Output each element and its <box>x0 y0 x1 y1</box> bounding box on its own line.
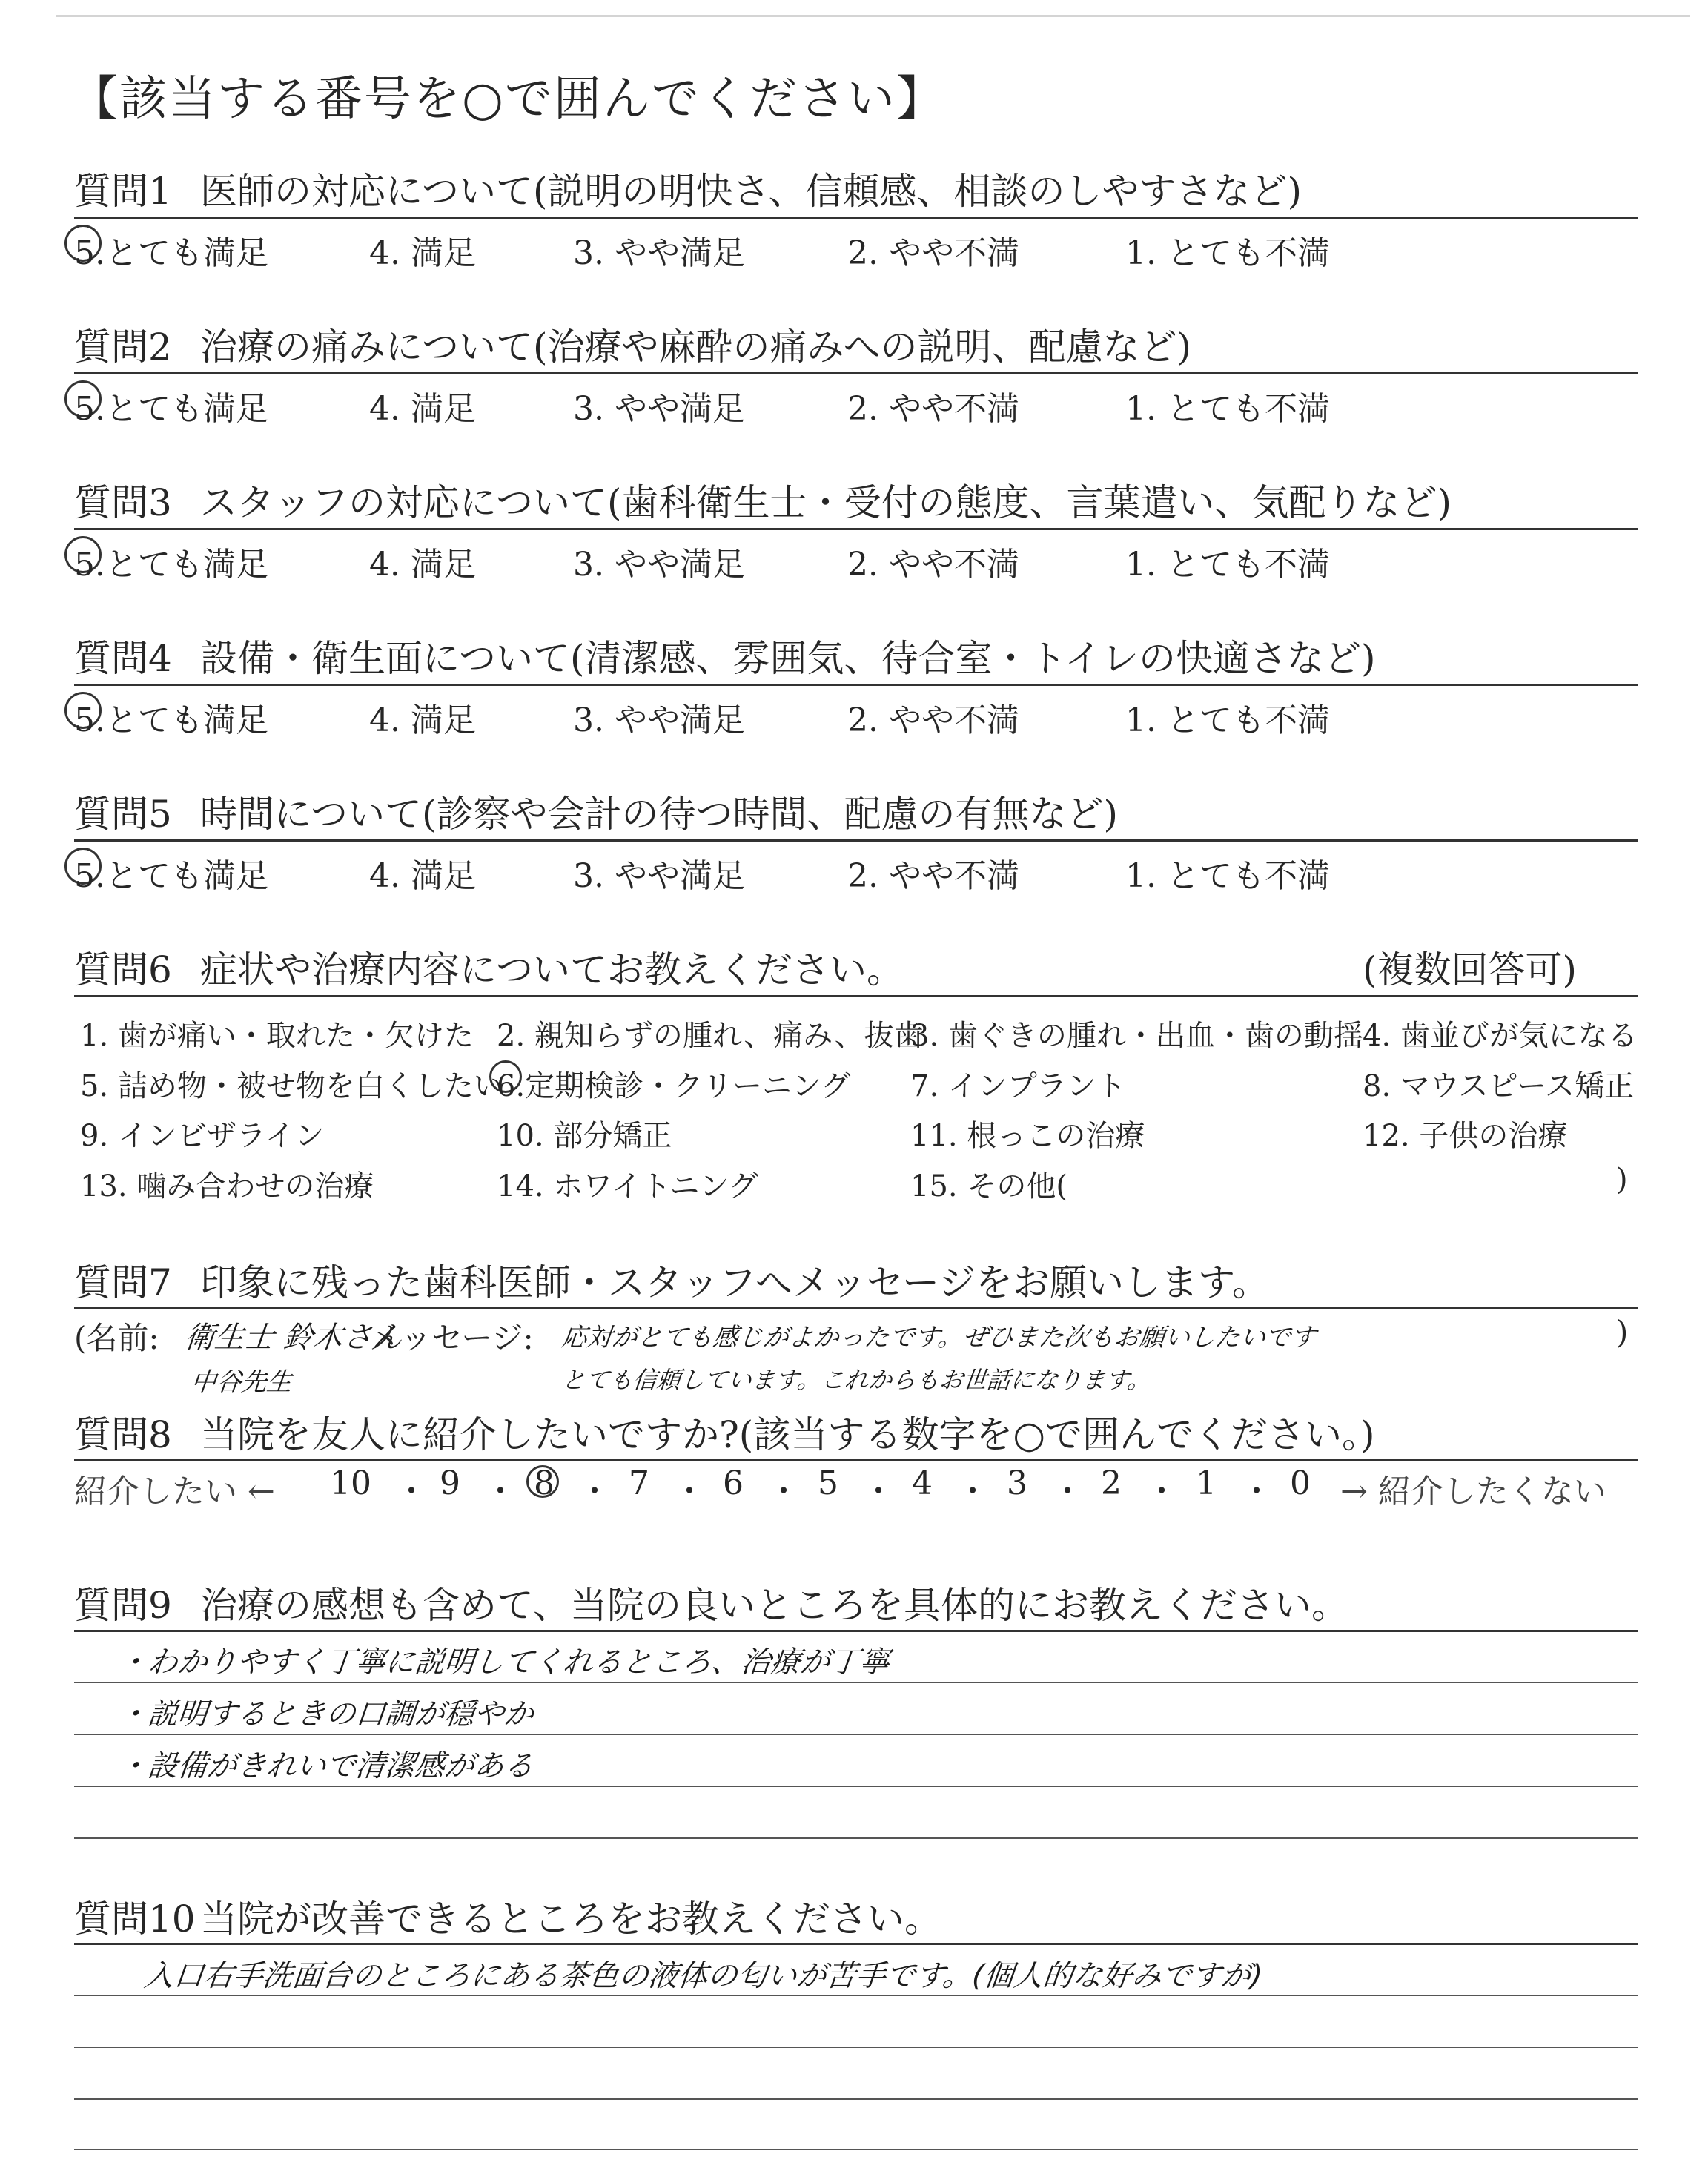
q6-option-2[interactable]: 2. 親知らずの腫れ、痛み、抜歯 <box>497 1019 924 1053</box>
question-number: 質問2 <box>74 326 172 369</box>
answer-line <box>74 1786 1638 1787</box>
answer-line <box>74 1734 1638 1735</box>
handwritten-message-1[interactable]: 応対がとても感じがよかったです。ぜひまた次もお願いしたいです <box>560 1323 1318 1353</box>
handwritten-name-1[interactable]: 衛生士 鈴木さん <box>183 1321 404 1355</box>
option-1[interactable]: 1. とても不満 <box>1125 546 1330 584</box>
scale-7[interactable]: 7 <box>629 1464 649 1502</box>
scale-sep: ・ <box>1240 1473 1273 1510</box>
question-10-rule <box>74 1943 1638 1945</box>
question-number: 質問6 <box>74 948 172 991</box>
scale-1[interactable]: 1 <box>1196 1464 1217 1502</box>
question-number: 質問10 <box>74 1898 196 1941</box>
option-1[interactable]: 1. とても不満 <box>1125 857 1330 895</box>
answer-line <box>74 1995 1638 1996</box>
question-text: 当院を友人に紹介したいですか?(該当する数字を○で囲んでください。) <box>200 1413 1375 1456</box>
recommend-left-label: 紹介したい ← <box>74 1473 275 1510</box>
q6-option-6[interactable]: 6.定期検診・クリーニング <box>497 1069 851 1103</box>
multiple-answers-note: (複数回答可) <box>1363 948 1578 991</box>
option-5[interactable]: 5.とても満足 <box>74 390 268 428</box>
question-text: 症状や治療内容についてお教えください。 <box>200 948 904 991</box>
question-2-rule <box>74 372 1638 374</box>
option-2[interactable]: 2. やや不満 <box>847 701 1019 739</box>
question-1 <box>74 162 1302 215</box>
question-number: 質問1 <box>74 170 172 213</box>
option-2[interactable]: 2. やや不満 <box>847 234 1019 272</box>
question-10 <box>74 1889 941 1943</box>
option-1[interactable]: 1. とても不満 <box>1125 234 1330 272</box>
question-7 <box>74 1253 1269 1307</box>
question-number: 質問3 <box>74 481 172 524</box>
q6-option-14[interactable]: 14. ホワイトニング <box>497 1169 758 1203</box>
question-3-rule <box>74 528 1638 530</box>
handwritten-name-2[interactable]: 中谷先生 <box>189 1367 294 1397</box>
scale-6[interactable]: 6 <box>723 1464 744 1502</box>
question-4-rule <box>74 684 1638 686</box>
option-1[interactable]: 1. とても不満 <box>1125 390 1330 428</box>
question-8 <box>74 1405 1374 1459</box>
question-9-rule <box>74 1630 1638 1632</box>
q6-option-13[interactable]: 13. 噛み合わせの治療 <box>80 1169 374 1203</box>
option-2[interactable]: 2. やや不満 <box>847 546 1019 584</box>
question-text: 印象に残った歯科医師・スタッフへメッセージをお願いします。 <box>200 1261 1269 1304</box>
question-1-rule <box>74 217 1638 219</box>
question-number: 質問5 <box>74 793 172 836</box>
q6-option-10[interactable]: 10. 部分矯正 <box>497 1119 672 1153</box>
option-4[interactable]: 4. 満足 <box>369 390 476 428</box>
answer-line <box>74 1837 1638 1839</box>
option-4[interactable]: 4. 満足 <box>369 546 476 584</box>
q6-option-8[interactable]: 8. マウスピース矯正 <box>1363 1069 1635 1103</box>
question-text: 設備・衛生面について(清潔感、雰囲気、待合室・トイレの快適さなど) <box>200 637 1376 680</box>
name-label: (名前: <box>74 1320 159 1356</box>
question-text: 治療の感想も含めて、当院の良いところを具体的にお教えください。 <box>200 1584 1348 1627</box>
question-6-rule <box>74 995 1638 997</box>
q6-option-11[interactable]: 11. 根っこの治療 <box>910 1119 1145 1153</box>
question-number: 質問9 <box>74 1584 172 1627</box>
scale-0[interactable]: 0 <box>1290 1464 1311 1502</box>
scale-sep: ・ <box>673 1473 706 1510</box>
recommend-right-label: → 紹介したくない <box>1340 1473 1606 1510</box>
scale-sep: ・ <box>578 1473 611 1510</box>
option-5[interactable]: 5.とても満足 <box>74 234 268 272</box>
option-5[interactable]: 5.とても満足 <box>74 701 268 739</box>
scale-5[interactable]: 5 <box>818 1464 838 1502</box>
question-4 <box>74 629 1376 682</box>
option-2[interactable]: 2. やや不満 <box>847 857 1019 895</box>
scale-10[interactable]: 10 <box>330 1464 371 1502</box>
scale-3[interactable]: 3 <box>1007 1464 1027 1502</box>
scale-sep: ・ <box>1051 1473 1084 1510</box>
option-3[interactable]: 3. やや満足 <box>573 546 745 584</box>
option-4[interactable]: 4. 満足 <box>369 234 476 272</box>
scale-2[interactable]: 2 <box>1101 1464 1122 1502</box>
question-number: 質問8 <box>74 1413 172 1456</box>
scale-9[interactable]: 9 <box>440 1464 460 1502</box>
q6-option-3[interactable]: 3. 歯ぐきの腫れ・出血・歯の動揺 <box>910 1019 1363 1053</box>
option-3[interactable]: 3. やや満足 <box>573 234 745 272</box>
option-5[interactable]: 5.とても満足 <box>74 857 268 895</box>
scale-sep: ・ <box>395 1473 428 1510</box>
answer-line <box>74 2047 1638 2048</box>
option-2[interactable]: 2. やや不満 <box>847 390 1019 428</box>
q6-option-7[interactable]: 7. インプラント <box>910 1069 1126 1103</box>
question-9 <box>74 1576 1348 1629</box>
handwritten-answer-3[interactable]: ・設備がきれいで清潔感がある <box>116 1749 536 1783</box>
question-text: 治療の痛みについて(治療や麻酔の痛みへの説明、配慮など) <box>200 326 1192 369</box>
answer-line <box>74 2098 1638 2100</box>
handwritten-improvement-1[interactable]: 入口右手洗面台のところにある茶色の液体の匂いが苦手です。(個人的な好みですが) <box>142 1959 1265 1993</box>
scale-4[interactable]: 4 <box>912 1464 933 1502</box>
scale-sep: ・ <box>484 1473 517 1510</box>
option-5[interactable]: 5.とても満足 <box>74 546 268 584</box>
question-number: 質問4 <box>74 637 172 680</box>
option-3[interactable]: 3. やや満足 <box>573 701 745 739</box>
top-border <box>56 15 1690 17</box>
scale-sep: ・ <box>956 1473 989 1510</box>
question-text: 時間について(診察や会計の待つ時間、配慮の有無など) <box>200 793 1119 836</box>
option-4[interactable]: 4. 満足 <box>369 701 476 739</box>
message-label: メッセージ: <box>369 1320 534 1356</box>
option-4[interactable]: 4. 満足 <box>369 857 476 895</box>
q6-option-9[interactable]: 9. インビザライン <box>80 1119 325 1153</box>
option-3[interactable]: 3. やや満足 <box>573 857 745 895</box>
scale-8[interactable]: 8 <box>534 1464 555 1502</box>
question-6 <box>74 940 904 994</box>
question-text: 当院が改善できるところをお教えください。 <box>200 1898 941 1941</box>
option-3[interactable]: 3. やや満足 <box>573 390 745 428</box>
q6-option-4[interactable]: 4. 歯並びが気になる <box>1363 1019 1638 1053</box>
option-1[interactable]: 1. とても不満 <box>1125 701 1330 739</box>
q6-option-12[interactable]: 12. 子供の治療 <box>1363 1119 1568 1153</box>
question-2 <box>74 317 1191 371</box>
answer-line <box>74 1682 1638 1683</box>
q6-option-15-close: ) <box>1616 1163 1628 1197</box>
question-3 <box>74 473 1452 526</box>
question-number: 質問7 <box>74 1261 172 1304</box>
question-7-rule <box>74 1307 1638 1309</box>
answer-line <box>74 2149 1638 2150</box>
handwritten-answer-2[interactable]: ・説明するときの口調が穏やか <box>116 1697 536 1731</box>
page-title: 【該当する番号を○で囲んでください】 <box>70 72 945 127</box>
question-text: スタッフの対応について(歯科衛生士・受付の態度、言葉遣い、気配りなど) <box>200 481 1452 524</box>
message-close-paren: ) <box>1616 1314 1629 1350</box>
scale-sep: ・ <box>1145 1473 1178 1510</box>
scale-sep: ・ <box>862 1473 895 1510</box>
question-5 <box>74 785 1118 838</box>
question-5-rule <box>74 839 1638 842</box>
q6-option-1[interactable]: 1. 歯が痛い・取れた・欠けた <box>80 1019 474 1053</box>
handwritten-message-2[interactable]: とても信頼しています。これからもお世話になります。 <box>560 1366 1153 1394</box>
scale-sep: ・ <box>767 1473 800 1510</box>
question-text: 医師の対応について(説明の明快さ、信頼感、相談のしやすさなど) <box>200 170 1302 213</box>
q6-option-5[interactable]: 5. 詰め物・被せ物を白くしたい <box>80 1069 503 1103</box>
q6-option-15[interactable]: 15. その他( <box>910 1169 1068 1203</box>
question-8-rule <box>74 1459 1638 1461</box>
handwritten-answer-1[interactable]: ・わかりやすく丁寧に説明してくれるところ、治療が丁寧 <box>116 1645 892 1680</box>
